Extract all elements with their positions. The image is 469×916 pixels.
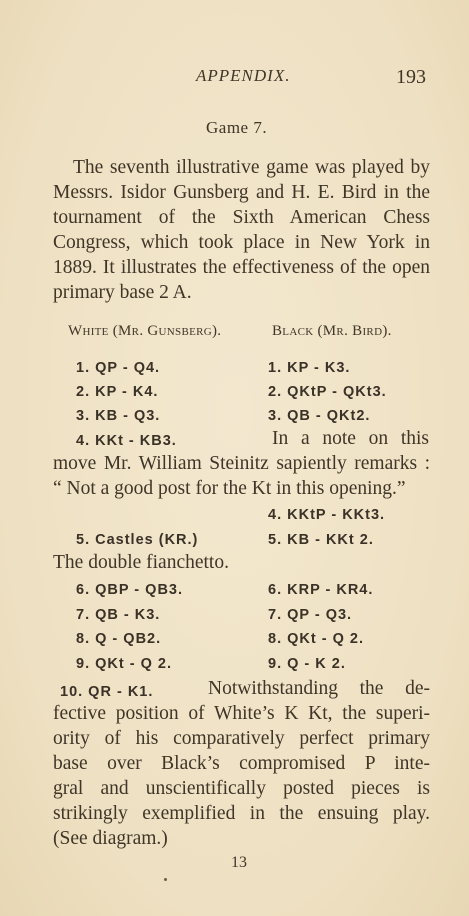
move-1-white: 1. QP - Q4.	[76, 360, 161, 376]
move-3-white: 3. KB - Q3.	[76, 408, 161, 424]
move-3-black: 3. QB - QKt2.	[268, 408, 371, 424]
move-9-black: 9. Q - K 2.	[268, 656, 346, 672]
black-header-label: Black (Mr. Bird).	[272, 323, 392, 339]
move-10-note-line: gral and unscientifically posted pieces is	[53, 778, 430, 799]
move-2-black: 2. QKtP - QKt3.	[268, 384, 387, 400]
move-5-black: 5. KB - KKt 2.	[268, 532, 374, 548]
running-header-title: APPENDIX.	[196, 66, 291, 85]
move-4-note-line2: move Mr. William Steinitz sapiently remarks :	[53, 453, 430, 474]
move-10-note-start: Notwithstanding the de-	[208, 678, 430, 699]
white-header-label: White (Mr. Gunsberg).	[68, 323, 222, 339]
move-1-black: 1. KP - K3.	[268, 360, 351, 376]
move-4-note-line3: “ Not a good post for the Kt in this opening.”	[53, 478, 406, 499]
move-10-note-line: base over Black’s compromised P inte-	[53, 753, 430, 774]
paper-speck	[164, 878, 167, 881]
intro-paragraph	[53, 155, 430, 305]
black-column-header	[272, 323, 392, 340]
move-9-white: 9. QKt - Q 2.	[76, 656, 172, 672]
move-6-black: 6. KRP - KR4.	[268, 582, 374, 598]
intro-text: The seventh illustrative game was played by Messrs. Isidor Gunsberg and H. E. Bird in the tournament of the Sixth American Chess Congress, which took place in New York in 1889. It illustrates the effectiveness of the open primary base 2 A.	[53, 157, 430, 303]
move-10-note-line: (See diagram.)	[53, 828, 168, 849]
move-2-white: 2. KP - K4.	[76, 384, 159, 400]
move-5-white: 5. Castles (KR.)	[76, 532, 199, 548]
move-7-black: 7. QP - Q3.	[268, 607, 353, 623]
move-10-note-line: strikingly exemplified in the ensuing play.	[53, 803, 430, 824]
move-4-white: 4. KKt - KB3.	[76, 433, 177, 449]
move-8-black: 8. QKt - Q 2.	[268, 631, 364, 647]
white-column-header	[68, 323, 221, 340]
move-4-black: 4. KKtP - KKt3.	[268, 507, 386, 523]
move-6-white: 6. QBP - QB3.	[76, 582, 184, 598]
move-10-note-line: fective position of White’s K Kt, the superi-	[53, 703, 430, 724]
move-10-white: 10. QR - K1.	[60, 684, 154, 700]
move-4-note-start: In a note on this	[272, 428, 429, 449]
move-8-white: 8. Q - QB2.	[76, 631, 162, 647]
move-7-white: 7. QB - K3.	[76, 607, 161, 623]
signature-folio: 13	[231, 854, 247, 871]
game-title: Game 7.	[206, 118, 268, 137]
fianchetto-note: The double fianchetto.	[53, 552, 229, 573]
move-10-note-line: ority of his comparatively perfect primary	[53, 728, 430, 749]
page-number: 193	[396, 66, 426, 88]
